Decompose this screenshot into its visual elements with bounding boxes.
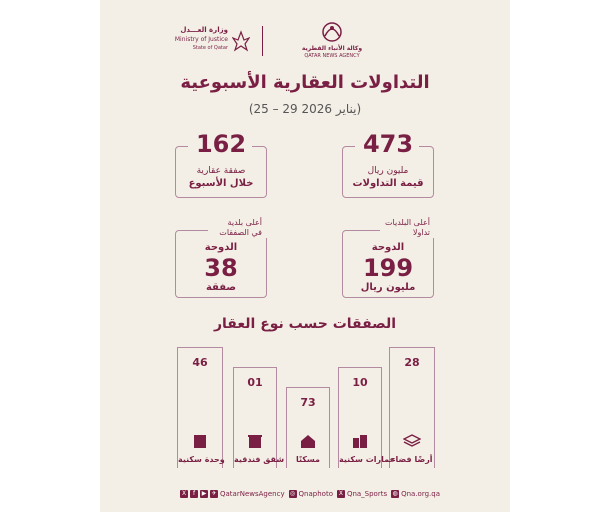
land-icon bbox=[390, 433, 434, 452]
bar-category-label: شقق فندقية bbox=[234, 455, 285, 464]
trade-value-label: قيمة التداولات bbox=[352, 178, 424, 189]
chart-bar bbox=[338, 367, 395, 468]
youtube-icon: ▶ bbox=[201, 490, 207, 497]
photo-handle: Qnaphoto bbox=[298, 490, 333, 498]
social-link-sports[interactable] bbox=[337, 490, 387, 498]
telegram-icon: ✈ bbox=[211, 490, 217, 497]
website-link[interactable] bbox=[391, 490, 440, 498]
globe-icon: ◍ bbox=[392, 490, 398, 497]
hotel-icon bbox=[234, 433, 276, 452]
bar-value-label: 01 bbox=[247, 376, 263, 389]
ministry-of-justice-logo bbox=[148, 26, 228, 53]
deals-count-number: 162 bbox=[195, 130, 247, 158]
footer bbox=[180, 490, 440, 498]
trade-value-number: 473 bbox=[362, 130, 414, 158]
deals-count-unit: صفقة عقارية bbox=[196, 166, 246, 176]
house-icon bbox=[287, 433, 329, 452]
social-link-photo[interactable] bbox=[289, 490, 333, 498]
qna-english-name: QATAR NEWS AGENCY bbox=[304, 53, 360, 59]
top-deals-heading: أعلى بلدية في الصفقات bbox=[219, 218, 262, 237]
chart-bar bbox=[286, 387, 330, 468]
chart-bar bbox=[177, 347, 223, 468]
top-value-heading: أعلى البلديات تداولا bbox=[385, 218, 430, 237]
bar-value-label: 10 bbox=[352, 376, 368, 389]
bar-value-label: 73 bbox=[300, 396, 316, 409]
website-url: Qna.org.qa bbox=[401, 490, 440, 498]
page-title: التداولات العقارية الأسبوعية bbox=[180, 72, 430, 93]
bar-value-label: 46 bbox=[192, 356, 208, 369]
moj-arabic-name: وزارة العـــدل bbox=[180, 26, 228, 34]
logo-divider bbox=[262, 26, 263, 56]
top-value-place: الدوحة bbox=[371, 242, 405, 253]
chart-bar bbox=[233, 367, 285, 468]
moj-emblem-icon bbox=[232, 30, 250, 52]
x-icon: X bbox=[338, 490, 343, 497]
section-title: الصفقات حسب نوع العقار bbox=[213, 316, 397, 332]
top-value-unit: مليون ريال bbox=[360, 282, 416, 293]
date-range: (25 – 29 يناير 2026) bbox=[248, 102, 362, 116]
chart-bar bbox=[389, 347, 435, 468]
top-deals-place: الدوحة bbox=[204, 242, 238, 253]
top-value-number: 199 bbox=[362, 254, 414, 282]
bar-category-label: أرضًا فضاء bbox=[391, 455, 433, 464]
top-deals-number: 38 bbox=[204, 254, 238, 282]
moj-subtitle: State of Qatar bbox=[192, 45, 228, 51]
x-icon: X bbox=[181, 490, 187, 497]
top-deals-unit: صفقة bbox=[205, 282, 237, 293]
sports-handle: Qna_Sports bbox=[346, 490, 388, 498]
deals-count-label: خلال الأسبوع bbox=[188, 178, 254, 189]
trade-value-unit: مليون ريال bbox=[367, 166, 409, 176]
qna-emblem-icon bbox=[320, 20, 344, 44]
apartment-icon bbox=[178, 433, 222, 452]
bar-value-label: 28 bbox=[404, 356, 420, 369]
qna-arabic-name: وكالة الأنباء القطرية bbox=[301, 45, 363, 52]
social-links-agency[interactable] bbox=[180, 490, 285, 498]
bar-category-label: عمارات سكنية bbox=[339, 455, 395, 464]
facebook-icon: f bbox=[190, 490, 198, 498]
instagram-icon: ◎ bbox=[289, 490, 296, 497]
bar-category-label: مسكنًا bbox=[295, 455, 320, 464]
bar-category-label: وحدة سكنية bbox=[178, 455, 225, 464]
moj-english-name: Ministry of Justice bbox=[174, 36, 228, 43]
buildings-icon bbox=[339, 433, 381, 452]
agency-handle: QatarNewsAgency bbox=[220, 490, 285, 498]
